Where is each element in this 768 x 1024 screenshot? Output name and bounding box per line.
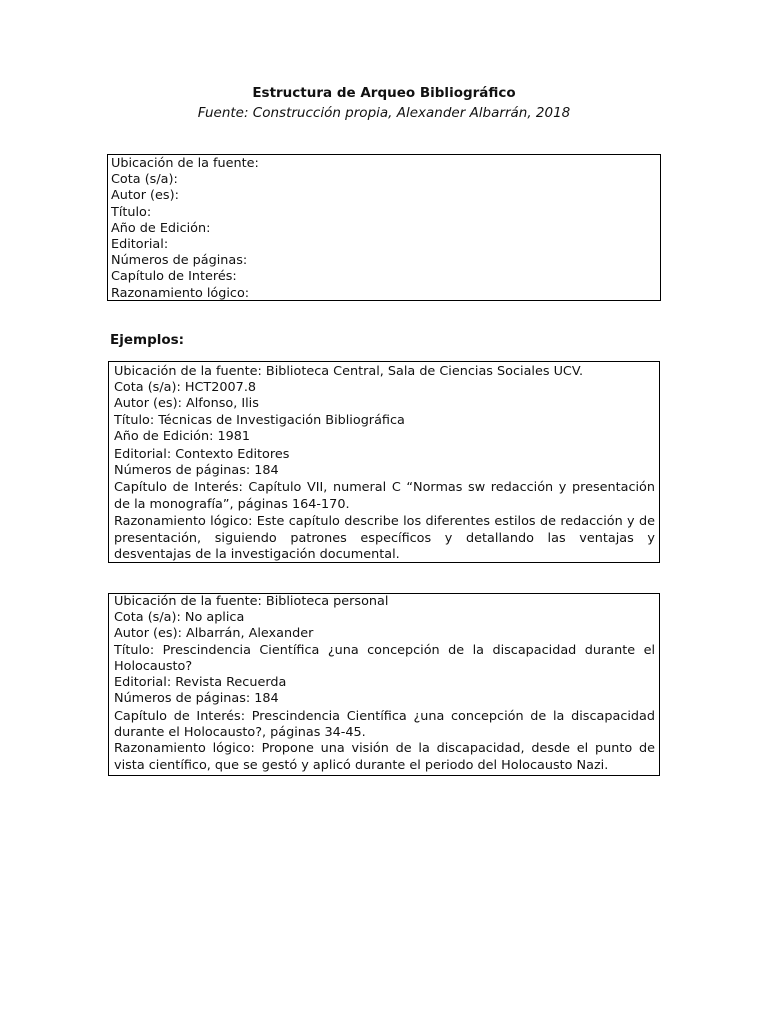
example-table-1 xyxy=(108,361,660,563)
field-ubicacion: Ubicación de la fuente: xyxy=(111,156,259,171)
example-2-autor: Autor (es): Albarrán, Alexander xyxy=(114,626,314,642)
field-titulo: Título: xyxy=(111,204,152,220)
field-autor: Autor (es): xyxy=(111,188,179,204)
example-2-editorial: Editorial: Revista Recuerda xyxy=(114,675,287,691)
template-table xyxy=(107,154,661,301)
examples-heading: Ejemplos: xyxy=(110,332,185,348)
example-2-ubicacion: Ubicación de la fuente: Biblioteca personal xyxy=(114,594,389,609)
document-title: Estructura de Arqueo Bibliográfico xyxy=(252,85,516,101)
example-2-cota: Cota (s/a): No aplica xyxy=(114,610,245,626)
example-1-cota: Cota (s/a): HCT2007.8 xyxy=(114,380,257,396)
example-1-paginas: Números de páginas: 184 xyxy=(114,462,279,478)
example-2-razonamiento: Razonamiento lógico: Propone una visión de la discapacidad, desde el punto de vista científico, que se gestó y aplicó durante el periodo del Holocausto Nazi. xyxy=(114,741,655,773)
example-1-ubicacion: Ubicación de la fuente: Biblioteca Central, Sala de Ciencias Sociales UCV. xyxy=(114,364,584,379)
example-1-editorial: Editorial: Contexto Editores xyxy=(114,446,290,462)
example-table-2 xyxy=(108,593,660,776)
example-1-titulo: Título: Técnicas de Investigación Bibliográfica xyxy=(114,412,405,428)
field-anio: Año de Edición: xyxy=(111,220,211,236)
example-1-razonamiento: Razonamiento lógico: Este capítulo describe los diferentes estilos de redacción y de presentación, siguiendo patrones específicos y detallando las ventajas y desventajas de la investigación documental. xyxy=(114,514,655,562)
field-capitulo: Capítulo de Interés: xyxy=(111,269,237,285)
example-2-paginas: Números de páginas: 184 xyxy=(114,691,279,707)
example-1-autor: Autor (es): Alfonso, Ilis xyxy=(114,396,259,412)
field-editorial: Editorial: xyxy=(111,237,169,253)
example-2-titulo: Título: Prescindencia Científica ¿una concepción de la discapacidad durante el Holocausto? xyxy=(114,642,655,674)
example-1-anio: Año de Edición: 1981 xyxy=(114,428,251,444)
example-1-capitulo: Capítulo de Interés: Capítulo VII, numeral C “Normas sw redacción y presentación de la monografía”, páginas 164-170. xyxy=(114,480,655,512)
example-2-capitulo: Capítulo de Interés: Prescindencia Científica ¿una concepción de la discapacidad durante el Holocausto?, páginas 34-45. xyxy=(114,708,655,741)
document-subtitle: Fuente: Construcción propia, Alexander Albarrán, 2018 xyxy=(197,105,571,121)
field-cota: Cota (s/a): xyxy=(111,172,178,188)
field-paginas: Números de páginas: xyxy=(111,253,248,269)
field-razonamiento: Razonamiento lógico: xyxy=(111,285,250,301)
